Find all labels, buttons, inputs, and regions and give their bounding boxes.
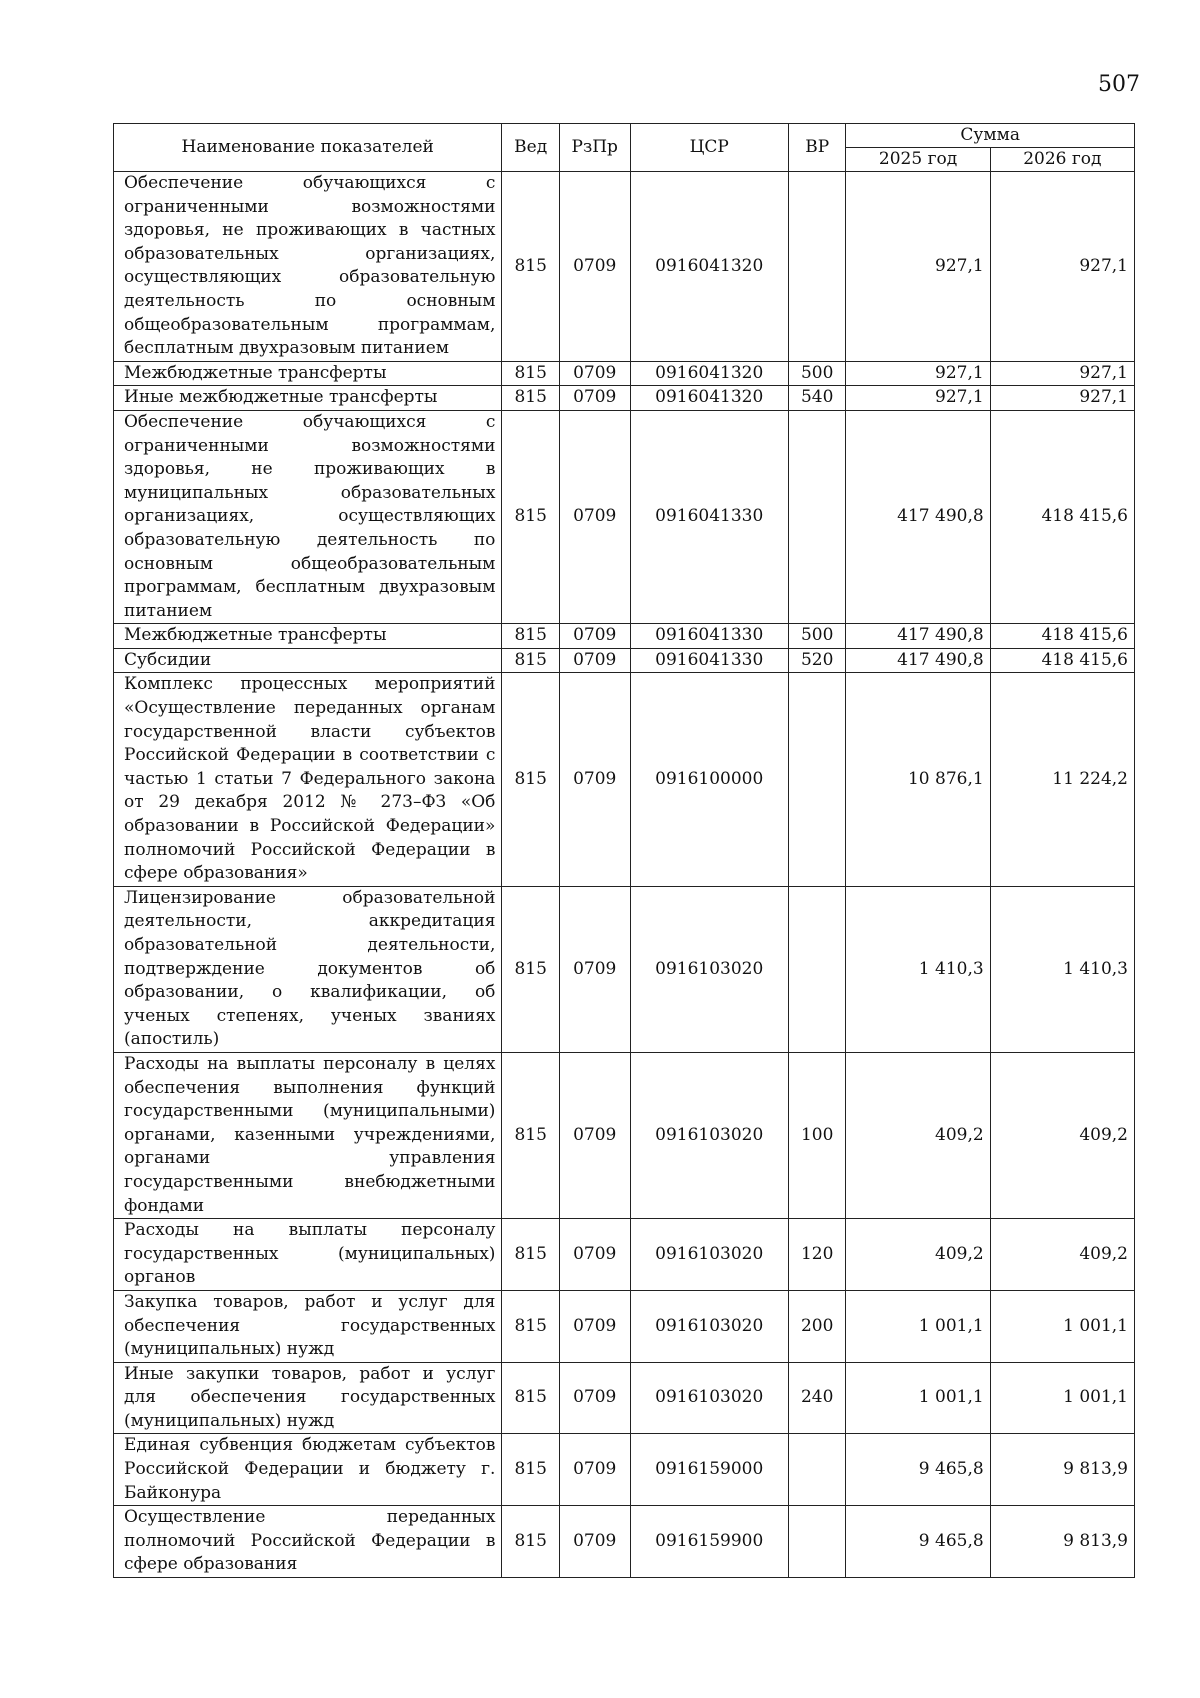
- cell-sum-2026: 927,1: [990, 172, 1134, 362]
- cell-ved: 815: [502, 1219, 560, 1291]
- cell-csr: 0916103020: [630, 1219, 788, 1291]
- table-row: [114, 1434, 1135, 1506]
- cell-rzpr: 0709: [559, 1506, 630, 1578]
- cell-rzpr: 0709: [559, 361, 630, 386]
- cell-csr: 0916041330: [630, 648, 788, 673]
- cell-vr: [788, 1506, 846, 1578]
- cell-sum-2025: 1 001,1: [846, 1362, 990, 1434]
- cell-name: Межбюджетные трансферты: [114, 361, 502, 386]
- cell-sum-2026: 418 415,6: [990, 624, 1134, 649]
- cell-sum-2025: 417 490,8: [846, 648, 990, 673]
- cell-rzpr: 0709: [559, 1434, 630, 1506]
- cell-name: Обеспечение обучающихся с ограниченными возможностями здоровья, не проживающих в частных образовательных организациях, осуществляющих образовательную деятельность по основным общеобразовательным программам, бесплатным двухразовым питанием: [114, 172, 502, 362]
- cell-ved: 815: [502, 386, 560, 411]
- cell-ved: 815: [502, 673, 560, 886]
- header-vr: ВР: [788, 124, 846, 172]
- cell-ved: 815: [502, 648, 560, 673]
- cell-name: Лицензирование образовательной деятельности, аккредитация образовательной деятельности, подтверждение документов об образовании, о квалификации, об ученых степенях, ученых званиях (апостиль): [114, 886, 502, 1052]
- cell-ved: 815: [502, 1052, 560, 1218]
- cell-name: Осуществление переданных полномочий Российской Федерации в сфере образования: [114, 1506, 502, 1578]
- cell-vr: 100: [788, 1052, 846, 1218]
- cell-name: Субсидии: [114, 648, 502, 673]
- cell-name: Комплекс процессных мероприятий «Осуществление переданных органам государственной власти субъектов Российской Федерации в соответствии с частью 1 статьи 7 Федерального закона от 29 декабря 2012 № 273–ФЗ «Об образовании в Российской Федерации» полномочий Российской Федерации в сфере образования»: [114, 673, 502, 886]
- cell-sum-2025: 9 465,8: [846, 1506, 990, 1578]
- header-ved: Вед: [502, 124, 560, 172]
- cell-csr: 0916103020: [630, 886, 788, 1052]
- cell-rzpr: 0709: [559, 886, 630, 1052]
- cell-sum-2026: 409,2: [990, 1052, 1134, 1218]
- cell-csr: 0916041330: [630, 410, 788, 623]
- table-row: [114, 1052, 1135, 1218]
- cell-sum-2025: 9 465,8: [846, 1434, 990, 1506]
- cell-rzpr: 0709: [559, 172, 630, 362]
- table-row: [114, 172, 1135, 362]
- table-row: [114, 648, 1135, 673]
- cell-sum-2026: 409,2: [990, 1219, 1134, 1291]
- header-rzpr: РзПр: [559, 124, 630, 172]
- cell-sum-2025: 409,2: [846, 1219, 990, 1291]
- cell-sum-2026: 1 001,1: [990, 1362, 1134, 1434]
- cell-ved: 815: [502, 1290, 560, 1362]
- cell-name: Иные закупки товаров, работ и услуг для обеспечения государственных (муниципальных) нужд: [114, 1362, 502, 1434]
- header-csr: ЦСР: [630, 124, 788, 172]
- cell-rzpr: 0709: [559, 648, 630, 673]
- cell-vr: [788, 410, 846, 623]
- cell-name: Единая субвенция бюджетам субъектов Российской Федерации и бюджету г. Байконура: [114, 1434, 502, 1506]
- cell-vr: [788, 673, 846, 886]
- cell-csr: 0916103020: [630, 1290, 788, 1362]
- page-number: 507: [1098, 72, 1140, 97]
- cell-rzpr: 0709: [559, 386, 630, 411]
- cell-vr: [788, 886, 846, 1052]
- table-row: [114, 410, 1135, 623]
- cell-ved: 815: [502, 172, 560, 362]
- table-row: [114, 1290, 1135, 1362]
- cell-rzpr: 0709: [559, 624, 630, 649]
- cell-sum-2026: 418 415,6: [990, 410, 1134, 623]
- cell-ved: 815: [502, 361, 560, 386]
- table-row: [114, 1362, 1135, 1434]
- cell-rzpr: 0709: [559, 1219, 630, 1291]
- cell-sum-2026: 9 813,9: [990, 1434, 1134, 1506]
- cell-ved: 815: [502, 1506, 560, 1578]
- cell-name: Расходы на выплаты персоналу в целях обеспечения выполнения функций государственными (муниципальными) органами, казенными учреждениями, органами управления государственными внебюджетными фондами: [114, 1052, 502, 1218]
- table-row: [114, 1506, 1135, 1578]
- cell-sum-2026: 1 001,1: [990, 1290, 1134, 1362]
- cell-rzpr: 0709: [559, 1362, 630, 1434]
- cell-ved: 815: [502, 410, 560, 623]
- cell-csr: 0916041320: [630, 172, 788, 362]
- cell-csr: 0916041330: [630, 624, 788, 649]
- header-row: [114, 124, 1135, 148]
- table-row: [114, 624, 1135, 649]
- cell-sum-2026: 418 415,6: [990, 648, 1134, 673]
- cell-sum-2026: 927,1: [990, 361, 1134, 386]
- cell-csr: 0916103020: [630, 1052, 788, 1218]
- cell-name: Иные межбюджетные трансферты: [114, 386, 502, 411]
- table-row: [114, 386, 1135, 411]
- table-row: [114, 1219, 1135, 1291]
- cell-vr: 200: [788, 1290, 846, 1362]
- table-body: [114, 172, 1135, 1578]
- cell-sum-2025: 927,1: [846, 172, 990, 362]
- cell-sum-2025: 10 876,1: [846, 673, 990, 886]
- cell-sum-2025: 927,1: [846, 386, 990, 411]
- cell-sum-2025: 417 490,8: [846, 410, 990, 623]
- cell-vr: 520: [788, 648, 846, 673]
- header-name: Наименование показателей: [114, 124, 502, 172]
- cell-sum-2025: 409,2: [846, 1052, 990, 1218]
- cell-vr: 500: [788, 361, 846, 386]
- cell-rzpr: 0709: [559, 673, 630, 886]
- cell-rzpr: 0709: [559, 410, 630, 623]
- cell-sum-2025: 927,1: [846, 361, 990, 386]
- cell-name: Закупка товаров, работ и услуг для обеспечения государственных (муниципальных) нужд: [114, 1290, 502, 1362]
- header-year-2025: 2025 год: [846, 148, 990, 172]
- cell-vr: 120: [788, 1219, 846, 1291]
- cell-csr: 0916159900: [630, 1506, 788, 1578]
- cell-name: Обеспечение обучающихся с ограниченными возможностями здоровья, не проживающих в муниципальных образовательных организациях, осуществляющих образовательную деятельность по основным общеобразовательным программам, бесплатным двухразовым питанием: [114, 410, 502, 623]
- cell-vr: [788, 172, 846, 362]
- cell-csr: 0916103020: [630, 1362, 788, 1434]
- cell-rzpr: 0709: [559, 1052, 630, 1218]
- cell-sum-2026: 9 813,9: [990, 1506, 1134, 1578]
- cell-sum-2025: 1 410,3: [846, 886, 990, 1052]
- header-year-2026: 2026 год: [990, 148, 1134, 172]
- cell-ved: 815: [502, 624, 560, 649]
- cell-ved: 815: [502, 886, 560, 1052]
- header-sum: Сумма: [846, 124, 1135, 148]
- cell-sum-2026: 927,1: [990, 386, 1134, 411]
- cell-name: Межбюджетные трансферты: [114, 624, 502, 649]
- cell-sum-2026: 11 224,2: [990, 673, 1134, 886]
- cell-sum-2026: 1 410,3: [990, 886, 1134, 1052]
- cell-vr: 240: [788, 1362, 846, 1434]
- cell-rzpr: 0709: [559, 1290, 630, 1362]
- cell-ved: 815: [502, 1434, 560, 1506]
- cell-csr: 0916159000: [630, 1434, 788, 1506]
- table-header: [114, 124, 1135, 172]
- cell-name: Расходы на выплаты персоналу государственных (муниципальных) органов: [114, 1219, 502, 1291]
- cell-sum-2025: 417 490,8: [846, 624, 990, 649]
- table-row: [114, 673, 1135, 886]
- cell-sum-2025: 1 001,1: [846, 1290, 990, 1362]
- cell-vr: 540: [788, 386, 846, 411]
- budget-table: [113, 123, 1135, 1578]
- cell-ved: 815: [502, 1362, 560, 1434]
- table-row: [114, 361, 1135, 386]
- cell-csr: 0916100000: [630, 673, 788, 886]
- cell-vr: [788, 1434, 846, 1506]
- table-row: [114, 886, 1135, 1052]
- cell-csr: 0916041320: [630, 361, 788, 386]
- cell-vr: 500: [788, 624, 846, 649]
- cell-csr: 0916041320: [630, 386, 788, 411]
